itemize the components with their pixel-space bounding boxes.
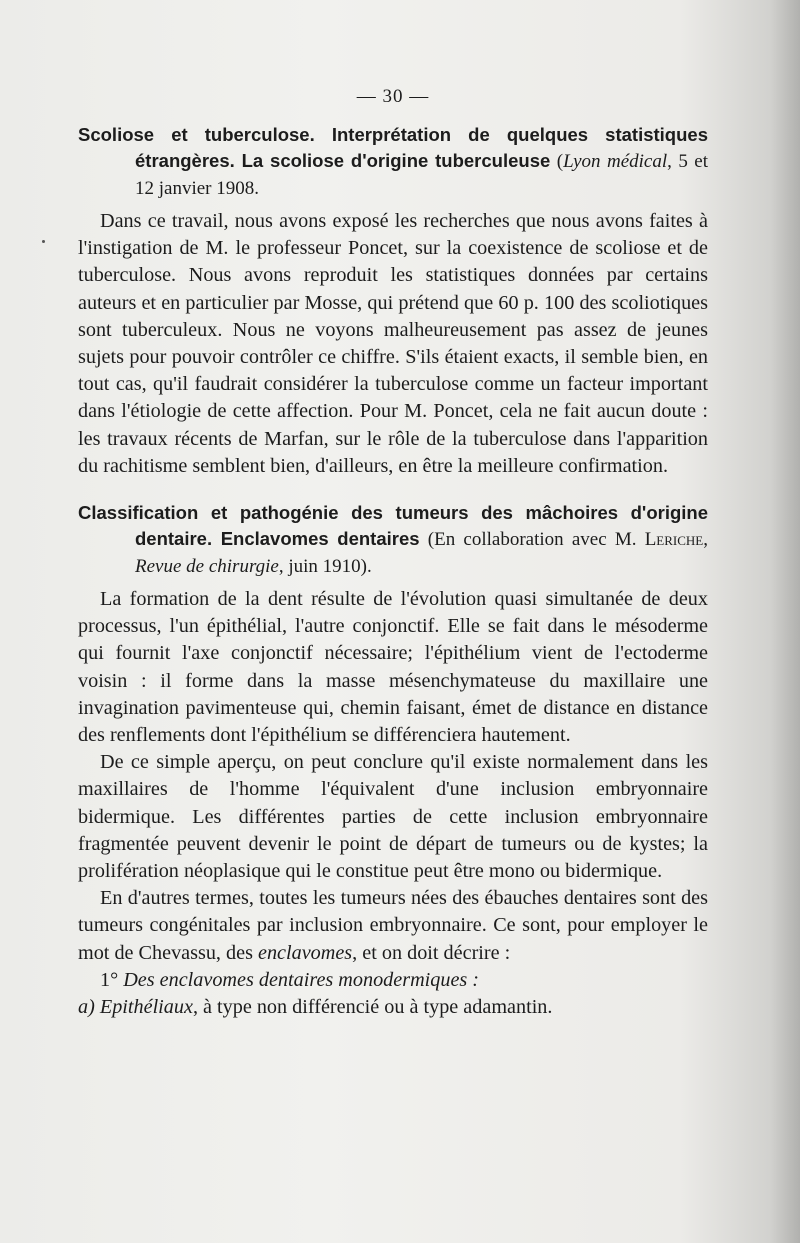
entry-1-reference: (Lyon médical, 5 et 12 janvier 1908. [135, 151, 709, 199]
list-item-a: a) Epithéliaux, à type non différencié ou à type adamantin. [78, 996, 553, 1019]
paragraph: En d'autres termes, toutes les tumeurs nées des ébauches dentaires sont des tumeurs congénitales par inclusion embryonnaire. Ce sont, pour employer le mot de Chevassu, des enclavomes, et on doit décrire : [78, 887, 708, 964]
journal-name: Lyon médical [563, 151, 668, 172]
entry-title-1 [78, 122, 708, 202]
journal-name: Revue de chirurgie [135, 556, 279, 578]
collaborator-name: Leriche [644, 529, 704, 551]
italic-term: enclavomes [257, 941, 353, 964]
paragraph: La formation de la dent résulte de l'évolution quasi simultanée de deux processus, l'un épithélial, l'autre conjonctif. Elle se fait dans le mésoderme qui fournit l'axe conjonctif nécessaire; l'épithélium vient de l'ectoderme voisin : il forme dans la masse mésenchymateuse du maxillaire une invagination pavimenteuse qui, chemin faisant, émet de distance en distance des renflements dont l'épithélium se différenciera hautement. [78, 588, 708, 747]
page-edge-shadow [770, 0, 800, 1243]
entry-title-1-text: Scoliose et tuberculose. Interprétation de quelques statistiques étrangères. La scoliose d'origine tuberculeuse [78, 124, 708, 171]
paragraph: De ce simple aperçu, on peut conclure qu'il existe normalement dans les maxillaires de l'homme l'équivalent d'une inclusion embryonnaire bidermique. Les différentes parties de cette inclusion embryonnaire fragmentée peuvent devenir le point de départ de tumeurs ou de kystes; la prolifération néoplasique qui le constitue peut être mono ou bidermique. [78, 751, 708, 883]
entry-title-2 [78, 500, 708, 580]
list-item-1: 1° Des enclavomes dentaires monodermiques : [100, 968, 480, 991]
entry-1-body [78, 208, 708, 480]
page-number: — 30 — [356, 86, 430, 107]
entry-2-body [78, 586, 708, 1021]
speck-mark [42, 240, 45, 243]
entry-2-reference: (En collaboration avec M. Leriche, Revue de chirurgie, juin 1910). [135, 529, 708, 578]
entry-title-2-text: Classification et pathogénie des tumeurs des mâchoires d'origine dentaire. Enclavomes dentaires [78, 502, 708, 550]
paragraph: Dans ce travail, nous avons exposé les recherches que nous avons faites à l'instigation de M. le professeur Poncet, sur la coexistence de scoliose et de tuberculose. Nous avons reproduit les statistiques données par certains auteurs et en particulier par Mosse, qui prétend que 60 p. 100 des scoliotiques sont tuberculeux. Nous ne voyons malheureusement pas assez de jeunes sujets pour pouvoir contrôler ce chiffre. S'ils étaient exacts, il semble bien, en tout cas, qu'il faudrait considérer la tuberculose comme un facteur important dans l'étiologie de cette affection. Pour M. Poncet, cela ne fait aucun doute : les travaux récents de Marfan, sur le rôle de la tuberculose dans l'apparition du rachitisme semblent bien, d'ailleurs, en être la meilleure confirmation. [78, 210, 708, 477]
